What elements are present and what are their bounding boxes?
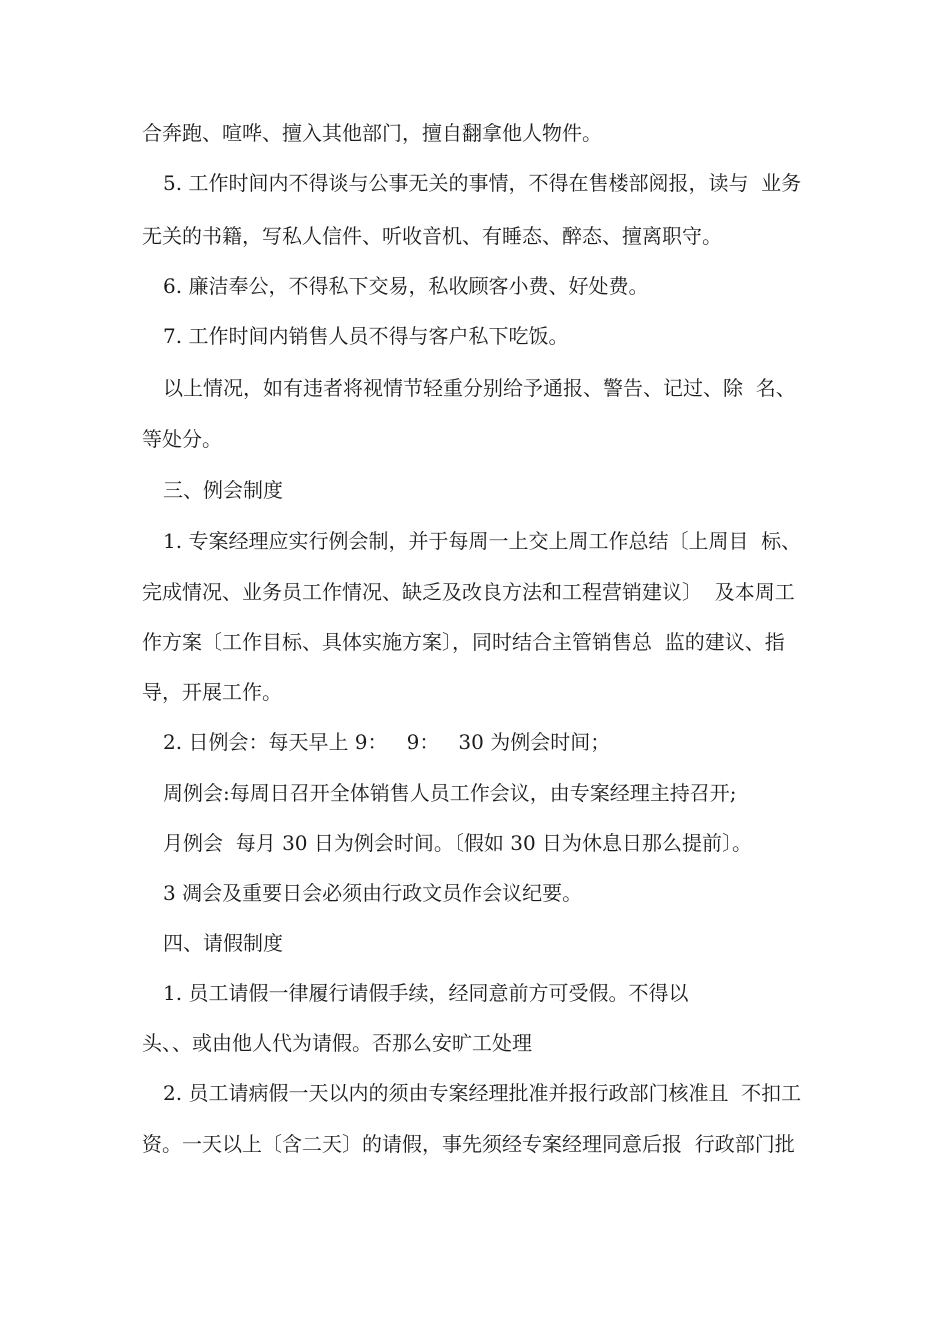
text-line: 头、、或由他人代为请假。否那么安旷工处理 (142, 1031, 532, 1055)
text-line: 作方案〔工作目标、具体实施方案〕，同时结合主管销售总 监的建议、指 (142, 630, 785, 654)
meeting-item-2: 2. 日例会：每天早上 9： 9： 30 为例会时间； (163, 730, 611, 754)
meeting-item-1: 1. 专案经理应实行例会制，并于每周一上交上周工作总结〔上周目 标、 (163, 529, 802, 553)
section-heading-meetings: 三、例会制度 (163, 478, 283, 502)
monthly-meeting-line: 月例会 每月 30 日为例会时间。〔假如 30 日为休息日那么提前〕。 (163, 831, 753, 855)
text-line: 完成情况、业务员工作情况、缺乏及改良方法和工程营销建议〕 及本周工 (142, 580, 795, 604)
text-line: 导，开展工作。 (142, 680, 282, 704)
weekly-meeting-line: 周例会:每周日召开全体销售人员工作会议，由专案经理主持召开; (163, 781, 737, 805)
section-heading-leave: 四、请假制度 (163, 931, 283, 955)
text-line: 合奔跑、喧哗、擅入其他部门，擅自翻拿他人物件。 (142, 121, 602, 145)
penalty-paragraph: 以上情况，如有违者将视情节轻重分别给予通报、警告、记过、除 名、 (163, 376, 796, 400)
text-line: 资。一天以上〔含二天〕的请假，事先须经专案经理同意后报 行政部门批 (142, 1132, 795, 1156)
rule-item-6: 6. 廉洁奉公，不得私下交易，私收顾客小费、好处费。 (163, 274, 649, 298)
text-line: 无关的书籍，写私人信件、听收音机、有睡态、醉态、擅离职守。 (142, 224, 722, 248)
leave-item-1: 1. 员工请假一律履行请假手续，经同意前方可受假。不得以 (163, 981, 689, 1005)
rule-item-5: 5. 工作时间内不得谈与公事无关的事情，不得在售楼部阅报，读与 业务 (163, 171, 802, 195)
text-line: 等处分。 (142, 427, 222, 451)
rule-item-7: 7. 工作时间内销售人员不得与客户私下吃饭。 (163, 324, 569, 348)
leave-item-2: 2. 员工请病假一天以内的须由专案经理批准并报行政部门核准且 不扣工 (163, 1081, 802, 1105)
meeting-item-3: 3 凋会及重要日会必须由行政文员作会议纪要。 (163, 881, 583, 905)
